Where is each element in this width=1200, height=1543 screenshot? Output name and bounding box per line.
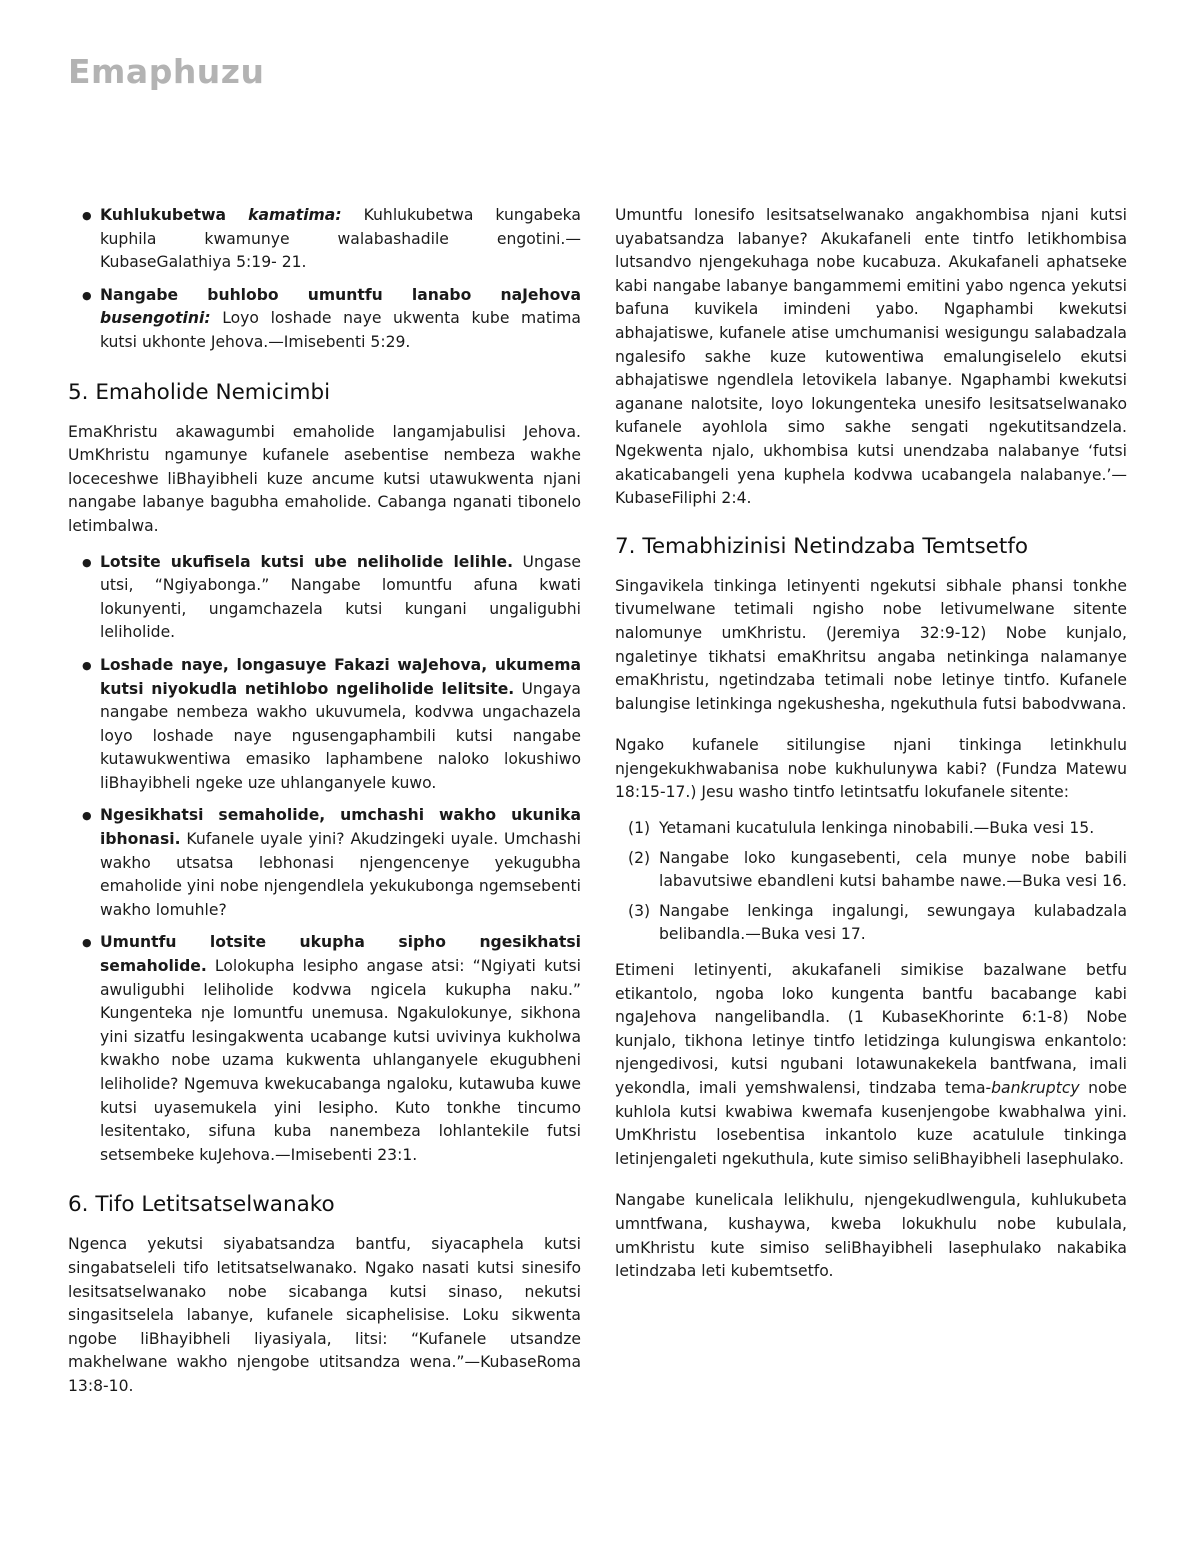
bullet-text: Loyo loshade naye ukwenta kube matima kutsi ukhonte Jehova.—Imisebenti 5:29.	[100, 309, 581, 351]
bullet-text: Lolokupha lesipho angase atsi: “Ngiyati kutsi awuligubhi leliholide kodvwa ngicela kukupha naku.” Kungenteka nje lomuntfu unemusa. Ngakulokunye, sikhona yini sizatfu lesingakwenta ucabange kutsi uvivinya kukholwa kwakho nobe uzama kukwenta uhlanganyele ekugubheni leliholide? Ngemuva kwekucabanga ngaloku, kutawuba kuwe kutsi uyasemukela yini lesipho. Kuto tonkhe tincumo lesitentako, sifuna kuba nanembeza lohlantekile futsi setsembeke kuJehova.—Imisebenti 23:1.	[100, 957, 581, 1164]
list-item	[68, 551, 581, 645]
section-7-paragraph-3	[615, 959, 1127, 1171]
section-5-bullet-list	[68, 551, 581, 1168]
section-7-heading: 7. Temabhizinisi Netindzaba Temtsetfo	[615, 533, 1029, 559]
section-5-heading: 5. Emaholide Nemicimbi	[68, 379, 331, 405]
bullet-text: Ungase utsi, “Ngiyabonga.” Nangabe lomuntfu afuna kwati lokunyenti, ungamchazela kutsi kungani ungaligubhi leliholide.	[100, 552, 581, 642]
bullet-text: Kuhlukubetwa kungabeka kuphila kwamunye walabashadile engotini.—KubaseGalathiya 5:19- 21.	[100, 206, 581, 272]
section-5-intro: EmaKhristu akawagumbi emaholide langamjabulisi Jehova. UmKhristu ngamunye kufanele asebentise nembeza wakhe loceceshwe liBhayibheli kuze ancume kutsi utawukwenta njani nangabe labanye bagubha emaholide. Cabanga nganati tibonelo letimbalwa.	[68, 422, 581, 535]
bullet-text: Kufanele uyale yini? Akudzingeki uyale. Umchashi wakho utsatsa lebhonasi njengencenye yekugubha emaholide yini nobe njengendlela yekukubonga ngemsebenti wakho lomuhle?	[100, 830, 581, 919]
section-6-text: Ngenca yekutsi siyabatsandza bantfu, siyacaphela kutsi singabatseleli tifo letitsatselwanako. Ngako nasati kutsi sinesifo lesitsatselwanako nobe sicabanga kutsi sinaso, nekutsi singasitselela labanye, kufanele sicaphelisise. Loku sikwenta ngobe liBhayibheli liyasiyala, litsi: “Kufanele utsandze makhelwane wakho njengobe utitsandza wena.”—KubaseRoma 13:8-10.	[68, 1235, 581, 1395]
section-7-paragraph-4: Nangabe kunelicala lelikhulu, njengekudlwengula, kuhlukubeta umntfwana, kushaywa, kweba lokukhulu nobe kubulala, umKhristu kute simiso seliBhayibheli lasephulako nakabika letindzaba leti kubemtsetfo.	[615, 1191, 1127, 1281]
bullet-text: Ungaya nangabe nembeza wakho ukuvumela, kodvwa ungachazela loyo loshade naye ngusengaphambili kutsi nangabe kutawukwentiwa emasiko laphambene naloko lokushiwo liBhayibheli ngeke uze uhlanganyele kuwo.	[100, 679, 581, 792]
bullet-lead: Nangabe buhlobo umuntfu lanabo naJehova	[100, 285, 581, 304]
left-column	[68, 204, 581, 1411]
list-item	[615, 817, 1127, 841]
paragraph-3-part-b: nobe kuhlola kutsi kwabiwa kwemafa kusenjengobe kwabhalwa yini. UmKhristu losebentisa inkantolo kuze acatulule tinkinga letinjengaleti ngekuthula, kute simiso seliBhayibheli lasephulako.	[615, 1079, 1128, 1168]
step-text: Nangabe loko kungasebenti, cela munye nobe babili labavutsiwe ebandleni kutsi bahambe nawe.—Buka vesi 16.	[659, 848, 1127, 891]
step-number: (2)	[628, 848, 651, 867]
list-item	[68, 654, 581, 796]
list-item	[68, 204, 581, 275]
bullet-lead-italic: busengotini:	[100, 309, 211, 328]
list-item	[68, 284, 581, 355]
steps-list	[615, 817, 1127, 947]
bullet-lead-italic: kamatima:	[248, 206, 342, 224]
page-header-title: Emaphuzu	[68, 52, 265, 91]
list-item	[615, 900, 1127, 947]
top-bullet-list	[68, 204, 581, 355]
bullet-lead: Umuntfu lotsite ukupha sipho ngesikhatsi semaholide.	[100, 933, 581, 976]
step-number: (1)	[628, 819, 651, 838]
right-column	[615, 204, 1127, 1296]
bullet-lead: Ngesikhatsi semaholide, umchashi wakho ukunika ibhonasi.	[100, 806, 581, 849]
section-6-heading: 6. Tifo Letitsatselwanako	[68, 1192, 335, 1218]
step-number: (3)	[628, 901, 651, 920]
list-item	[615, 847, 1127, 894]
bullet-lead: Lotsite ukufisela kutsi ube neliholide lelihle.	[100, 552, 514, 571]
section-7-paragraph-1: Singavikela tinkinga letinyenti ngekutsi sibhale phansi tonkhe tivumelwane tetimali ngisho nobe letivumelwane sitente nalomunye umKhristu. (Jeremiya 32:9-12) Nobe kunjalo, ngaletinye tikhatsi emaKhritsu angaba netinkinga nalamanye emaKhristu, ngetindzaba tetimali nobe letinye tintfo. Kufanele balungise letinkinga ngekushesha, ngekuthula futsi babodvwana.	[615, 576, 1127, 713]
bullet-lead: Kuhlukubetwa	[100, 206, 227, 224]
right-top-paragraph: Umuntfu lonesifo lesitsatselwanako angakhombisa njani kutsi uyabatsandza labanye? Akukafaneli ente tintfo letikhombisa lutsandvo njengekuhaga nobe kucabuza. Akukafaneli aphatseke kabi nangabe labanye bangammemi emitini yabo ngenca yekutsi bafuna kuvikela imindeni yabo. Ngaphambi kwekutsi abhajatiswe, kufanele atise umchumanisi wesigungu salabadzala ngalesifo sakhe kuze kutowentiwa emalungiselelo ekutsi abhajatiswe ngendlela letovikela labanye. Ngaphambi kwekutsi aganane nalotsite, loyo lokungenteka unesifo lesitsatselwanako kufanele ayohlola simo sakhe sengati ngekutitsandzela. Ngekwenta njalo, ukhombisa kutsi unendzaba nalabanye ‘futsi akaticabangeli yena kuphela kodvwa ucabangela nalabanye.’—KubaseFiliphi 2:4.	[615, 206, 1127, 508]
list-item	[68, 804, 581, 922]
paragraph-3-italic: bankruptcy	[991, 1079, 1080, 1097]
step-text: Nangabe lenkinga ingalungi, sewungaya kulabadzala belibandla.—Buka vesi 17.	[659, 901, 1127, 944]
list-item	[68, 931, 581, 1167]
paragraph-3-part-a: Etimeni letinyenti, akukafaneli simikise bazalwane betfu etikantolo, ngoba loko kungenta bantfu bacabange kabi ngaJehova nangelibandla. (1 KubaseKhorinte 6:1-8) Nobe kunjalo, tikhona letinye tintfo letidzinga kulungiswa enkantolo: njengedivosi, kutsi ngubani lotawunakekela bantfwana, imali yekondla, imali yemshwalensi, tindzaba tema-	[615, 961, 1127, 1097]
section-7-paragraph-2: Ngako kufanele sitilungise njani tinkinga letinkhulu njengekukhwabanisa nobe kukhulunywa kabi? (Fundza Matewu 18:15-17.) Jesu washo tintfo letintsatfu lokufanele sitente:	[615, 736, 1127, 802]
bullet-lead: Loshade naye, longasuye Fakazi waJehova, ukumema kutsi niyokudla netihlobo ngeliholide lelitsite.	[100, 655, 581, 698]
step-text: Yetamani kucatulula lenkinga ninobabili.—Buka vesi 15.	[659, 819, 1095, 838]
